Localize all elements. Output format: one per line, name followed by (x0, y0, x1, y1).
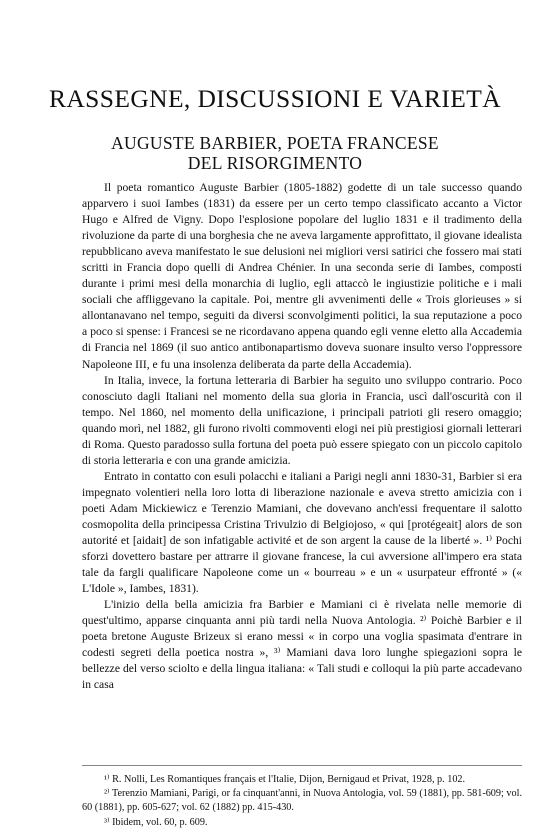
article-body (82, 180, 522, 694)
body-paragraph: Il poeta romantico Auguste Barbier (1805-1882) godette di un tale successo quando apparvero i suoi Iambes (1831) da essere per un certo tempo classificato accanto a Victor Hugo e Alfred de Vigny. Dopo l'esplosione popolare del luglio 1831 e il tradimento della rivoluzione da parte di una borghesia che ne aveva largamente approfittato, il giovane idealista repubblicano aveva manifestato le sue delusioni nei migliori versi satirici che fossero mai stati scritti in Francia dopo quelli di Andrea Chénier. In una seconda serie di Iambes, composti durante i primi mesi della monarchia di luglio, egli attaccò le ingiustizie politiche e i mali sociali che affliggevano la capitale. Poi, mentre gli avvenimenti delle « Trois glorieuses » si allontanavano nel tempo, seguiti da diversi sconvolgimenti politici, la sua reputazione a poco a poco si spense: i Francesi se ne ricordavano appena quando egli venne eletto alla Accademia di Francia nel 1869 (il suo antico antibonapartismo doveva suonare insulto verso l'oppressore Napoleone III, e fu una insolenza deliberata da parte della Accademia). (82, 181, 522, 371)
article-title-line: DEL RISORGIMENTO (187, 153, 363, 173)
footnote: ¹⁾ R. Nolli, Les Romantiques français et l'Italie, Dijon, Bernigaud et Privat, 1928, p. 102. (104, 774, 466, 785)
body-paragraph: In Italia, invece, la fortuna letteraria di Barbier ha seguito uno sviluppo contrario. Poco conosciuto dagli Italiani nel momento della sua gloria in Francia, uscì dall'oscurità con il tempo. Nel 1860, nel momento della unificazione, i principali patrioti gli resero omaggio; quando morì, nel 1882, gli furono rivolti commoventi elogi nei più prestigiosi giornali letterari di Roma. Questo paradosso sulla fortuna del poeta può essere spiegato con un piccolo capitolo di storia letteraria e con una grande amicizia. (82, 373, 522, 467)
footnote: ³⁾ Ibidem, vol. 60, p. 609. (104, 816, 208, 828)
article-title-line: AUGUSTE BARBIER, POETA FRANCESE (111, 133, 439, 153)
article-title (0, 133, 550, 173)
body-paragraph: L'inizio della bella amicizia fra Barbier e Mamiani ci è rivelata nelle memorie di quest'ultimo, apparse cinquanta anni più tardi nella Nuova Antologia. ²⁾ Poichè Barbier e il poeta bretone Auguste Brizeux si erano messi « in corpo una voglia spasimata d'entrare in codesti segreti della poetica nostra », ³⁾ Mamiani dava loro lunghe spiegazioni sopra le bellezze del verso sciolto e della lingua italiana: « Tali studi e colloqui la più parte accadevano in casa (82, 598, 522, 692)
footnote-divider (82, 765, 522, 766)
footnotes (82, 773, 522, 830)
body-paragraph: Entrato in contatto con esuli polacchi e italiani a Parigi negli anni 1830-31, Barbier si era impegnato volentieri nella loro lotta di liberazione nazionale e aveva stretto amicizia con i poeti Adam Mickiewicz e Terenzio Mamiani, che dovevano anch'essi frequentare il salotto cosmopolita della principessa Cristina Trivulzio di Belgiojoso, « qui [protégeait] alors de son autorité et [aidait] de son infatigable activité et de son argent la cause de la liberté ». ¹⁾ Pochi sforzi dovettero bastare per attrarre il giovane francese, la cui avversione all'impero era stata tale da fargli qualificare Napoleone come un « bourreau » e un « usurpateur effronté » (« L'Idole », Iambes, 1831). (82, 469, 522, 596)
section-title: RASSEGNE, DISCUSSIONI E VARIETÀ (48, 84, 502, 113)
footnote: ²⁾ Terenzio Mamiani, Parigi, or fa cinquant'anni, in Nuova Antologia, vol. 59 (1881), pp. 581-609; vol. 60 (1881), pp. 605-627; vol. 62 (1882) pp. 415-430. (82, 788, 522, 814)
